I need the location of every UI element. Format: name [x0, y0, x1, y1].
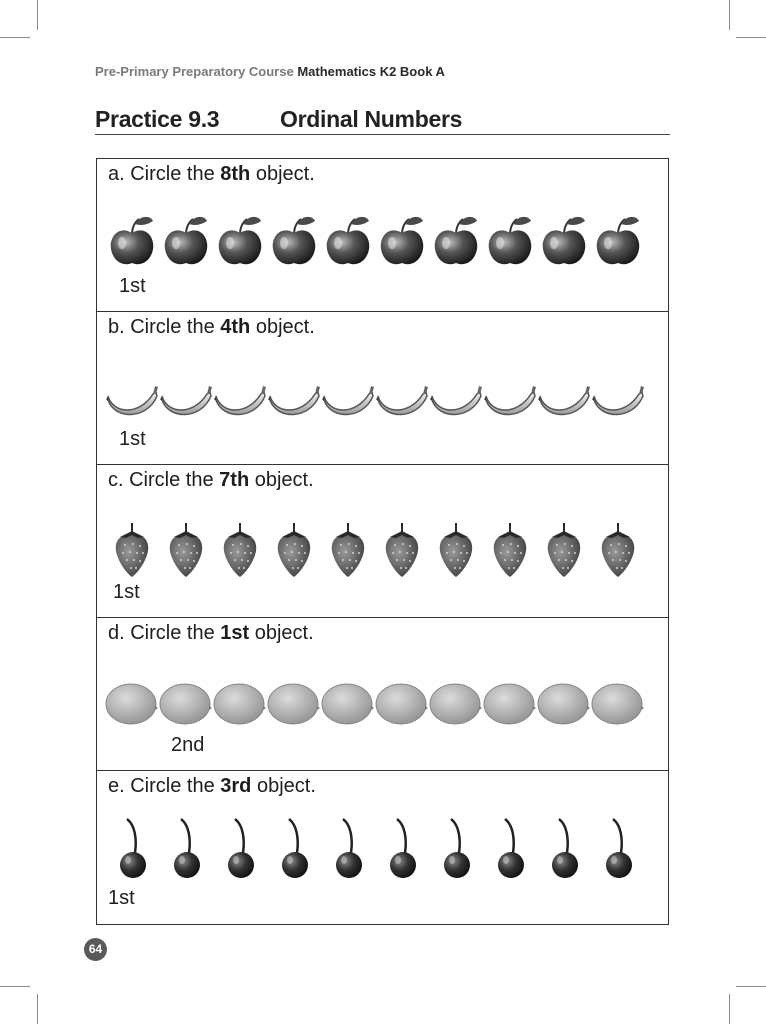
strawberry-icon[interactable]	[537, 517, 591, 581]
cherry-icon[interactable]	[159, 815, 213, 879]
page-number: 64	[84, 938, 107, 961]
strawberry-icon[interactable]	[267, 517, 321, 581]
cherry-icon[interactable]	[213, 815, 267, 879]
lemon-icon[interactable]	[321, 672, 375, 736]
instruction: a. Circle the 8th object.	[108, 163, 315, 185]
crop-mark	[729, 0, 730, 30]
banana-icon[interactable]	[159, 368, 213, 432]
crop-mark	[37, 0, 38, 30]
lemon-icon[interactable]	[105, 672, 159, 736]
cherry-icon[interactable]	[483, 815, 537, 879]
lemon-icon[interactable]	[267, 672, 321, 736]
target-ordinal: 8th	[220, 163, 251, 185]
instruction: c. Circle the 7th object.	[108, 469, 314, 491]
strawberry-icon[interactable]	[213, 517, 267, 581]
apple-icon[interactable]	[321, 209, 375, 273]
crop-mark	[0, 37, 30, 38]
lemon-icon[interactable]	[213, 672, 267, 736]
crop-mark	[736, 37, 766, 38]
target-ordinal: 4th	[220, 316, 251, 338]
banana-icon[interactable]	[375, 368, 429, 432]
cherry-icon[interactable]	[267, 815, 321, 879]
object-row[interactable]	[105, 368, 645, 432]
lemon-icon[interactable]	[429, 672, 483, 736]
apple-icon[interactable]	[429, 209, 483, 273]
apple-icon[interactable]	[375, 209, 429, 273]
lemon-icon[interactable]	[591, 672, 645, 736]
lemon-icon[interactable]	[375, 672, 429, 736]
apple-icon[interactable]	[537, 209, 591, 273]
apple-icon[interactable]	[159, 209, 213, 273]
strawberry-icon[interactable]	[591, 517, 645, 581]
apple-icon[interactable]	[267, 209, 321, 273]
apple-icon[interactable]	[213, 209, 267, 273]
banana-icon[interactable]	[213, 368, 267, 432]
crop-mark	[37, 994, 38, 1024]
instruction: e. Circle the 3rd object.	[108, 775, 316, 797]
crop-mark	[729, 994, 730, 1024]
running-header	[95, 64, 445, 79]
instruction: d. Circle the 1st object.	[108, 622, 314, 644]
banana-icon[interactable]	[537, 368, 591, 432]
banana-icon[interactable]	[591, 368, 645, 432]
banana-icon[interactable]	[483, 368, 537, 432]
exercise-b	[97, 311, 668, 464]
target-ordinal: 7th	[219, 469, 250, 491]
strawberry-icon[interactable]	[375, 517, 429, 581]
crop-mark	[0, 986, 30, 987]
apple-icon[interactable]	[483, 209, 537, 273]
object-row[interactable]	[105, 517, 645, 581]
banana-icon[interactable]	[267, 368, 321, 432]
ordinal-label: 1st	[113, 581, 140, 603]
strawberry-icon[interactable]	[159, 517, 213, 581]
strawberry-icon[interactable]	[321, 517, 375, 581]
cherry-icon[interactable]	[537, 815, 591, 879]
banana-icon[interactable]	[429, 368, 483, 432]
exercise-e	[97, 770, 668, 923]
object-row[interactable]	[105, 209, 645, 273]
apple-icon[interactable]	[105, 209, 159, 273]
lemon-icon[interactable]	[537, 672, 591, 736]
crop-mark	[736, 986, 766, 987]
practice-number: Practice 9.3	[95, 106, 220, 132]
object-row[interactable]	[105, 815, 645, 879]
topic-title: Ordinal Numbers	[280, 106, 463, 132]
strawberry-icon[interactable]	[105, 517, 159, 581]
course-name: Pre-Primary Preparatory Course	[95, 64, 294, 79]
exercise-d	[97, 617, 668, 770]
ordinal-label: 2nd	[171, 734, 205, 756]
strawberry-icon[interactable]	[429, 517, 483, 581]
book-name: Mathematics K2 Book A	[297, 64, 445, 79]
lemon-icon[interactable]	[483, 672, 537, 736]
instruction: b. Circle the 4th object.	[108, 316, 315, 338]
ordinal-label: 1st	[119, 275, 146, 297]
ordinal-label: 1st	[108, 887, 135, 909]
target-ordinal: 1st	[220, 622, 250, 644]
banana-icon[interactable]	[105, 368, 159, 432]
strawberry-icon[interactable]	[483, 517, 537, 581]
worksheet	[96, 158, 669, 925]
target-ordinal: 3rd	[220, 775, 252, 797]
page-title	[95, 106, 670, 135]
cherry-icon[interactable]	[375, 815, 429, 879]
banana-icon[interactable]	[321, 368, 375, 432]
cherry-icon[interactable]	[591, 815, 645, 879]
cherry-icon[interactable]	[429, 815, 483, 879]
ordinal-label: 1st	[119, 428, 146, 450]
apple-icon[interactable]	[591, 209, 645, 273]
cherry-icon[interactable]	[321, 815, 375, 879]
object-row[interactable]	[105, 672, 645, 736]
lemon-icon[interactable]	[159, 672, 213, 736]
exercise-a	[97, 159, 668, 311]
exercise-c	[97, 464, 668, 617]
cherry-icon[interactable]	[105, 815, 159, 879]
